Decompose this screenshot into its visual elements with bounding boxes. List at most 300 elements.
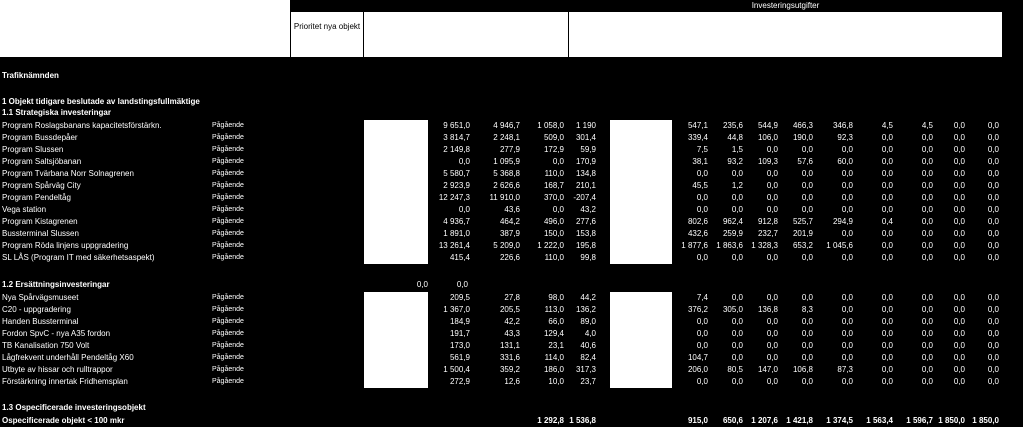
object-name-cell: Utbyte av hissar och rulltrappor [2,365,113,374]
value-cell-v3: 10,0 [548,377,564,386]
table-row [0,340,1023,352]
value-cell-y2: 650,6 [722,416,743,425]
blank-cell [610,292,672,304]
value-cell-y7: 0,0 [921,169,933,178]
blank-cell [610,120,672,132]
value-cell-v4: 170,9 [575,157,596,166]
value-cell-v1: 415,4 [449,253,470,262]
status-cell: Pågående [212,194,244,201]
priority-cell[interactable] [364,376,428,388]
table-row [0,316,1023,328]
value-cell-y7: 0,0 [921,241,933,250]
blank-cell [610,144,672,156]
value-cell-y9: 0,0 [987,293,999,302]
value-cell-y6: 0,0 [881,293,893,302]
value-cell-y7: 0,0 [921,377,933,386]
value-cell-y7: 0,0 [921,181,933,190]
value-cell-y9: 0,0 [987,193,999,202]
value-cell-y5: 0,0 [841,305,853,314]
value-cell-v4: 59,9 [580,145,596,154]
value-cell-v4: 99,8 [580,253,596,262]
value-cell-y5: 87,3 [837,365,853,374]
blank-cell [610,168,672,180]
status-cell: Pågående [212,170,244,177]
value-cell-y5: 1 045,6 [826,241,853,250]
object-name-cell: Program Kistagrenen [2,217,78,226]
value-cell-y9: 0,0 [987,181,999,190]
value-cell-y7: 0,0 [921,193,933,202]
value-cell-y2: 259,9 [722,229,743,238]
priority-cell[interactable] [364,240,428,252]
priority-cell[interactable] [364,168,428,180]
value-cell-y8: 0,0 [953,365,965,374]
table-row [0,304,1023,316]
value-cell-v2: 2 626,6 [493,181,520,190]
value-cell-v4: 153,8 [575,229,596,238]
value-cell-y5: 0,0 [841,329,853,338]
value-cell-y3: 109,3 [757,157,778,166]
value-cell-y1: 104,7 [687,353,708,362]
value-cell-y6: 4,5 [881,121,893,130]
value-cell-v2: 12,6 [504,377,520,386]
value-cell-y7: 0,0 [921,157,933,166]
priority-cell[interactable] [364,192,428,204]
value-cell-v3: 66,0 [548,317,564,326]
value-cell-y8: 0,0 [953,133,965,142]
status-cell: Pågående [212,230,244,237]
priority-cell[interactable] [364,204,428,216]
value-cell-v3: 98,0 [548,293,564,302]
object-name-cell: Program Bussdepåer [2,133,78,142]
status-cell: Pågående [212,134,244,141]
value-cell-y2: 93,2 [727,157,743,166]
value-cell-v4: 1 190 [575,121,596,130]
value-cell-v1: 2 149,8 [443,145,470,154]
group1-subtitle: 1.1 Strategiska investeringar [2,108,111,117]
value-cell-v2: 226,6 [499,253,520,262]
value-cell-y2: 44,8 [727,133,743,142]
value-cell-v3: 0,0 [552,157,564,166]
value-cell-y7: 0,0 [921,365,933,374]
object-name-cell: Ospecificerade objekt < 100 mkr [2,416,125,425]
group1-title: 1 Objekt tidigare beslutade av landstingsfullmäktige [2,97,200,106]
value-cell-y9: 0,0 [987,205,999,214]
value-cell-v2: 5 368,8 [493,169,520,178]
value-cell-y8: 0,0 [953,377,965,386]
value-cell-v1: 561,9 [449,353,470,362]
blank-cell [610,304,672,316]
status-cell: Pågående [212,218,244,225]
priority-cell[interactable] [364,328,428,340]
value-cell-y1: 45,5 [692,181,708,190]
value-cell-v4: 44,2 [580,293,596,302]
value-cell-y2: 0,0 [731,353,743,362]
priority-cell[interactable] [364,180,428,192]
value-cell-y4: 0,0 [801,317,813,326]
value-cell-y7: 0,0 [921,145,933,154]
value-cell-y7: 0,0 [921,341,933,350]
value-cell-y6: 0,0 [881,157,893,166]
value-cell-y6: 0,0 [881,377,893,386]
value-cell-y9: 0,0 [987,329,999,338]
status-cell: Pågående [212,206,244,213]
value-cell-y1: 376,2 [687,305,708,314]
object-name-cell: Nya Spårvägsmuseet [2,293,79,302]
value-cell-y8: 0,0 [953,169,965,178]
value-cell-y2: 305,0 [722,305,743,314]
value-cell-v2: 27,8 [504,293,520,302]
value-cell-v4: 277,6 [575,217,596,226]
value-cell-v4: 23,7 [580,377,596,386]
value-cell-y5: 60,0 [837,157,853,166]
object-name-cell: Lågfrekvent underhåll Pendeltåg X60 [2,353,134,362]
priority-cell[interactable] [364,364,428,376]
value-cell-y9: 0,0 [987,377,999,386]
value-cell-v2: 43,6 [504,205,520,214]
object-name-cell: Förstärkning innertak Fridhemsplan [2,377,128,386]
value-cell-y2: 1,2 [731,181,743,190]
value-cell-y9: 0,0 [987,121,999,130]
value-cell-y8: 0,0 [953,157,965,166]
value-cell-v1: 9 651,0 [443,121,470,130]
prioritet-header-label: Prioritet nya objekt [293,22,361,31]
value-cell-y4: 0,0 [801,205,813,214]
value-cell-y8: 0,0 [953,217,965,226]
value-cell-y8: 0,0 [953,305,965,314]
value-cell-y2: 0,0 [731,293,743,302]
value-cell-y1: 7,5 [696,145,708,154]
value-cell-y8: 0,0 [953,229,965,238]
priority-cell[interactable] [364,120,428,132]
value-cell-y3: 0,0 [766,169,778,178]
value-cell-y1: 0,0 [696,329,708,338]
value-cell-y1: 547,1 [687,121,708,130]
value-cell-v1: 13 261,4 [438,241,470,250]
section-title: Trafiknämnden [2,71,59,80]
value-cell-v4: 4,0 [584,329,596,338]
object-name-cell: Fordon SpvC - nya A35 fordon [2,329,111,338]
priority-cell[interactable] [364,252,428,264]
value-cell-y4: 201,9 [792,229,813,238]
value-cell-v3: 0,0 [552,205,564,214]
value-cell-y4: 190,0 [792,133,813,142]
value-cell-v3: 129,4 [543,329,564,338]
value-cell-y8: 0,0 [953,241,965,250]
group2-value-b: 0,0 [456,280,468,289]
value-cell-y4: 0,0 [801,341,813,350]
value-cell-v1: 191,7 [449,329,470,338]
table-row [0,252,1023,264]
table-row [0,415,1023,427]
priority-cell[interactable] [364,216,428,228]
header-blank-mid [364,12,568,57]
value-cell-y6: 0,0 [881,133,893,142]
value-cell-v4: 136,2 [575,305,596,314]
blank-cell [610,376,672,388]
status-cell: Pågående [212,354,244,361]
value-cell-y5: 0,0 [841,353,853,362]
value-cell-y5: 0,0 [841,169,853,178]
value-cell-v2: 359,2 [499,365,520,374]
value-cell-y7: 0,0 [921,217,933,226]
value-cell-y2: 0,0 [731,205,743,214]
value-cell-v2: 1 095,9 [493,157,520,166]
priority-cell[interactable] [364,292,428,304]
value-cell-y1: 0,0 [696,317,708,326]
blank-cell [610,156,672,168]
value-cell-y1: 206,0 [687,365,708,374]
value-cell-y7: 0,0 [921,253,933,262]
value-cell-y7: 0,0 [921,205,933,214]
value-cell-v2: 2 248,1 [493,133,520,142]
priority-cell[interactable] [364,316,428,328]
value-cell-y4: 0,0 [801,329,813,338]
prioritet-header-cell[interactable] [291,12,363,57]
value-cell-v1: 0,0 [458,205,470,214]
priority-cell[interactable] [364,228,428,240]
value-cell-y3: 232,7 [757,229,778,238]
value-cell-y1: 0,0 [696,341,708,350]
value-cell-y4: 0,0 [801,377,813,386]
value-cell-y6: 0,4 [881,217,893,226]
value-cell-v4: 43,2 [580,205,596,214]
status-cell: Pågående [212,330,244,337]
value-cell-v4: 40,6 [580,341,596,350]
object-name-cell: Program Saltsjöbanan [2,157,82,166]
value-cell-y9: 1 850,0 [972,416,999,425]
value-cell-y5: 0,0 [841,229,853,238]
value-cell-y2: 0,0 [731,377,743,386]
value-cell-y2: 1 863,6 [716,241,743,250]
value-cell-y6: 0,0 [881,181,893,190]
value-cell-y3: 544,9 [757,121,778,130]
object-name-cell: Vega station [2,205,47,214]
priority-cell[interactable] [364,304,428,316]
header-blank-left [0,0,290,57]
value-cell-y9: 0,0 [987,305,999,314]
value-cell-y8: 0,0 [953,329,965,338]
value-cell-y4: 1 421,8 [786,416,813,425]
status-cell: Pågående [212,378,244,385]
object-name-cell: Program Roslagsbanans kapacitetsförstärkn. [2,121,162,130]
blank-cell [610,364,672,376]
value-cell-y3: 912,8 [757,217,778,226]
value-cell-v1: 184,9 [449,317,470,326]
value-cell-v3: 113,0 [544,305,564,314]
value-cell-y3: 1 207,6 [751,416,778,425]
value-cell-v1: 1 500,4 [443,365,470,374]
value-cell-y2: 0,0 [731,193,743,202]
value-cell-y5: 0,0 [841,341,853,350]
value-cell-y7: 0,0 [921,229,933,238]
table-row [0,120,1023,132]
value-cell-y2: 235,6 [722,121,743,130]
status-cell: Pågående [212,306,244,313]
value-cell-y2: 0,0 [731,329,743,338]
value-cell-v3: 23,1 [548,341,564,350]
blank-cell [610,204,672,216]
value-cell-v4: 134,8 [575,169,596,178]
value-cell-y1: 38,1 [692,157,708,166]
table-row [0,292,1023,304]
value-cell-v4: 195,8 [575,241,596,250]
status-cell: Pågående [212,122,244,129]
value-cell-y9: 0,0 [987,253,999,262]
value-cell-v1: 272,9 [449,377,470,386]
value-cell-v3: 496,0 [543,217,564,226]
object-name-cell: C20 - uppgradering [2,305,71,314]
value-cell-v1: 2 923,9 [443,181,470,190]
value-cell-y1: 0,0 [696,253,708,262]
group2-title: 1.2 Ersättningsinvesteringar [2,280,110,289]
value-cell-y9: 0,0 [987,317,999,326]
value-cell-y4: 0,0 [801,193,813,202]
value-cell-y9: 0,0 [987,217,999,226]
object-name-cell: Bussterminal Slussen [2,229,79,238]
value-cell-v2: 387,9 [499,229,520,238]
value-cell-v3: 186,0 [543,365,564,374]
value-cell-y2: 962,4 [722,217,743,226]
object-name-cell: TB Kanalisation 750 Volt [2,341,90,350]
value-cell-y6: 0,0 [881,253,893,262]
value-cell-y3: 0,0 [766,145,778,154]
value-cell-v3: 114,0 [544,353,564,362]
value-cell-v3: 1 292,8 [537,416,564,425]
value-cell-v3: 1 058,0 [537,121,564,130]
value-cell-y6: 0,0 [881,229,893,238]
table-row [0,216,1023,228]
value-cell-y1: 339,4 [687,133,708,142]
value-cell-y9: 0,0 [987,169,999,178]
value-cell-y5: 0,0 [841,377,853,386]
value-cell-v4: 317,3 [575,365,596,374]
table-row [0,228,1023,240]
object-name-cell: Handen Bussterminal [2,317,79,326]
value-cell-y8: 0,0 [953,205,965,214]
investeringsutgifter-header: Investeringsutgifter [751,1,820,10]
table-row [0,240,1023,252]
table-row [0,328,1023,340]
value-cell-y5: 346,8 [832,121,853,130]
value-cell-y6: 0,0 [881,205,893,214]
value-cell-y5: 0,0 [841,253,853,262]
value-cell-y6: 0,0 [881,317,893,326]
priority-cell[interactable] [364,132,428,144]
value-cell-y4: 525,7 [792,217,813,226]
value-cell-y4: 0,0 [801,293,813,302]
blank-cell [610,216,672,228]
object-name-cell: SL LÅS (Program IT med säkerhetsaspekt) [2,253,155,262]
table-row [0,156,1023,168]
value-cell-y3: 0,0 [766,353,778,362]
value-cell-y4: 0,0 [801,181,813,190]
value-cell-y3: 0,0 [766,253,778,262]
status-cell: Pågående [212,242,244,249]
status-cell: Pågående [212,366,244,373]
value-cell-y4: 0,0 [801,253,813,262]
value-cell-v2: 464,2 [499,217,520,226]
value-cell-y9: 0,0 [987,365,999,374]
priority-cell[interactable] [364,156,428,168]
value-cell-y1: 802,6 [687,217,708,226]
value-cell-v4: 82,4 [580,353,596,362]
value-cell-y2: 1,5 [731,145,743,154]
value-cell-v1: 173,0 [449,341,470,350]
value-cell-v2: 331,6 [499,353,520,362]
value-cell-y7: 0,0 [921,305,933,314]
value-cell-y9: 0,0 [987,145,999,154]
value-cell-y6: 0,0 [881,193,893,202]
priority-cell[interactable] [364,144,428,156]
value-cell-y4: 0,0 [801,353,813,362]
table-row [0,168,1023,180]
value-cell-y6: 0,0 [881,169,893,178]
value-cell-y9: 0,0 [987,133,999,142]
value-cell-y3: 106,0 [757,133,778,142]
value-cell-y3: 0,0 [766,193,778,202]
value-cell-y7: 0,0 [921,133,933,142]
value-cell-y5: 0,0 [841,317,853,326]
value-cell-y4: 0,0 [801,169,813,178]
status-cell: Pågående [212,318,244,325]
table-row [0,204,1023,216]
value-cell-v2: 5 209,0 [493,241,520,250]
table-row [0,132,1023,144]
value-cell-y4: 466,3 [792,121,813,130]
value-cell-y6: 0,0 [881,305,893,314]
value-cell-v4: -207,4 [573,193,596,202]
value-cell-y5: 92,3 [837,133,853,142]
value-cell-y5: 1 374,5 [826,416,853,425]
value-cell-v4: 301,4 [575,133,596,142]
value-cell-y6: 1 563,4 [866,416,893,425]
table-row [0,364,1023,376]
value-cell-v2: 277,9 [499,145,520,154]
blank-cell [610,252,672,264]
value-cell-y5: 0,0 [841,293,853,302]
value-cell-y2: 80,5 [727,365,743,374]
value-cell-y4: 8,3 [801,305,813,314]
value-cell-y4: 653,2 [792,241,813,250]
value-cell-v3: 110,0 [544,253,564,262]
blank-cell [610,340,672,352]
status-cell: Pågående [212,342,244,349]
value-cell-v3: 168,7 [543,181,564,190]
value-cell-v2: 4 946,7 [493,121,520,130]
value-cell-y8: 0,0 [953,293,965,302]
value-cell-y8: 0,0 [953,253,965,262]
value-cell-y1: 0,0 [696,205,708,214]
value-cell-y8: 1 850,0 [938,416,965,425]
value-cell-y9: 0,0 [987,157,999,166]
value-cell-y3: 0,0 [766,341,778,350]
group2-value-a: 0,0 [416,280,428,289]
status-cell: Pågående [212,182,244,189]
value-cell-y8: 0,0 [953,145,965,154]
value-cell-v3: 509,0 [543,133,564,142]
value-cell-y7: 0,0 [921,293,933,302]
value-cell-y8: 0,0 [953,341,965,350]
blank-cell [610,192,672,204]
priority-cell[interactable] [364,340,428,352]
value-cell-y8: 0,0 [953,181,965,190]
table-row [0,144,1023,156]
priority-cell[interactable] [364,352,428,364]
status-cell: Pågående [212,158,244,165]
value-cell-y9: 0,0 [987,229,999,238]
table-row [0,192,1023,204]
value-cell-y6: 0,0 [881,241,893,250]
